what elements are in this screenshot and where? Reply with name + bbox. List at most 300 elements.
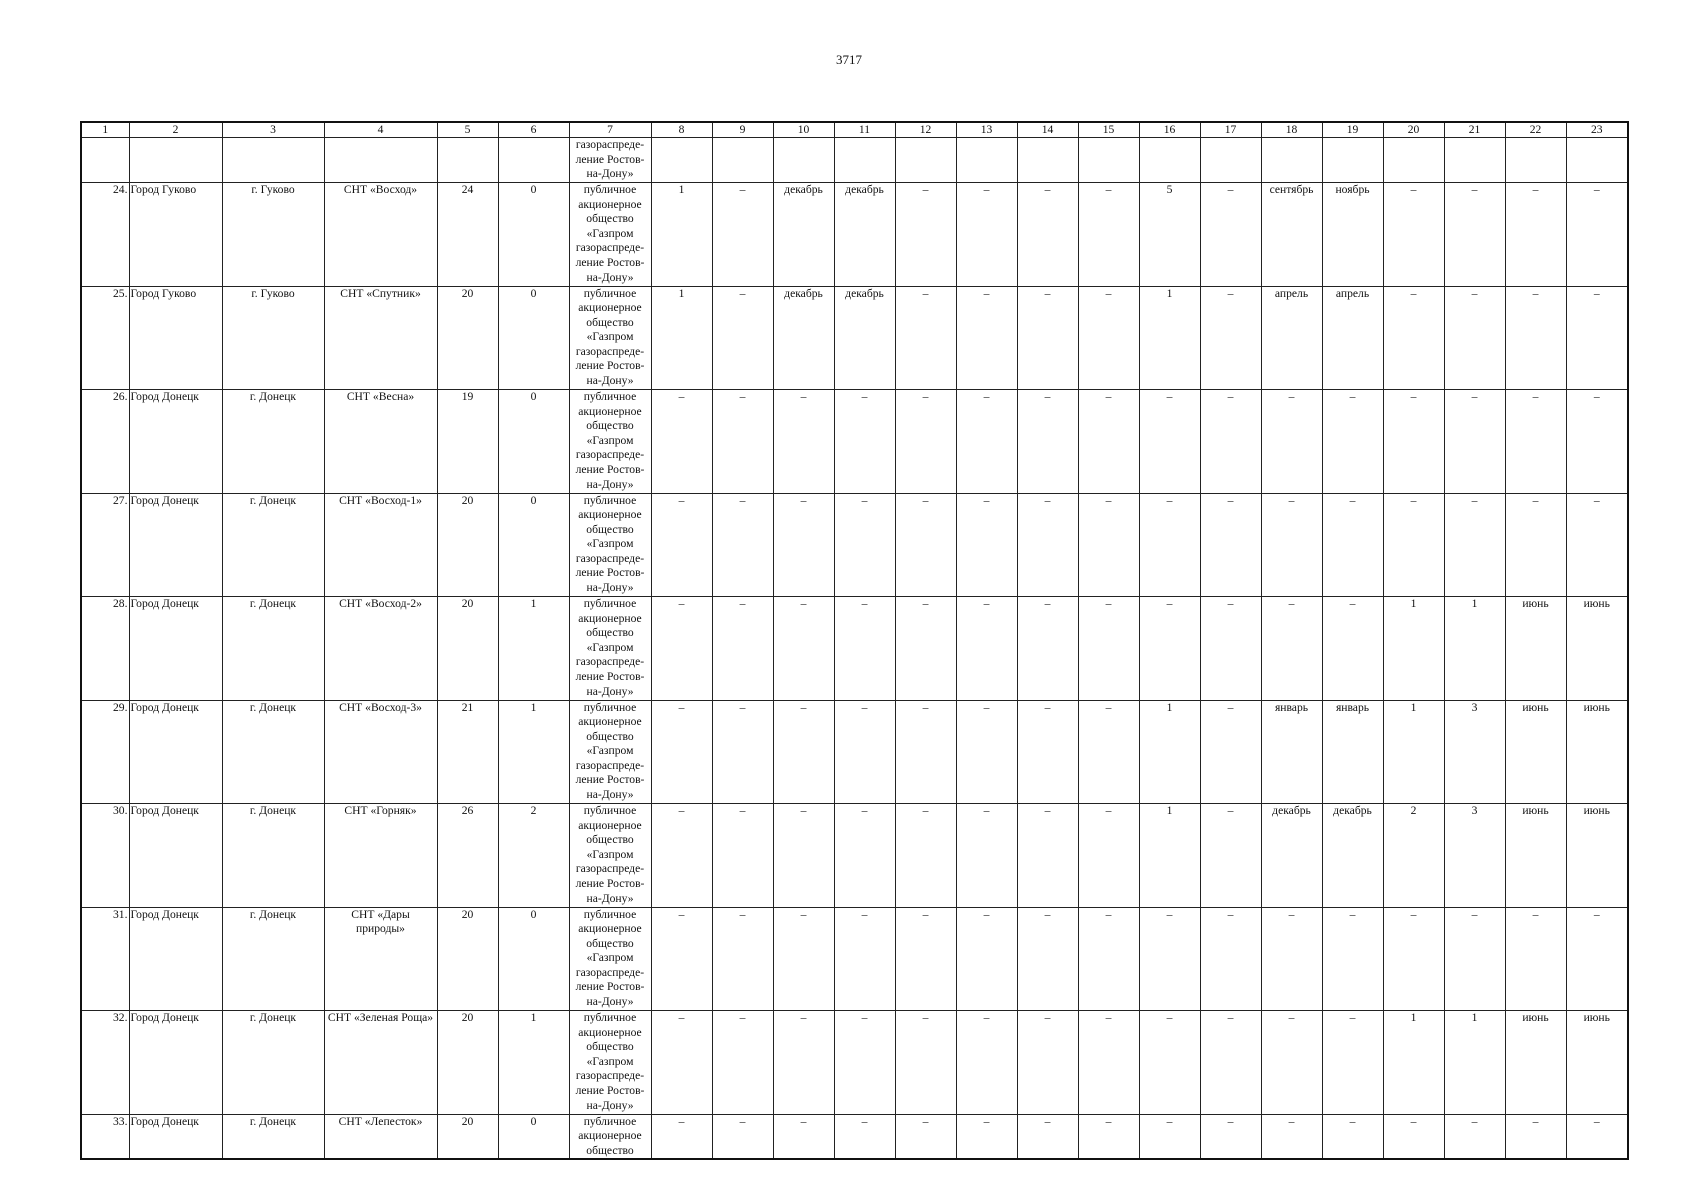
value-cell: –	[1444, 1114, 1505, 1159]
column-number: 22	[1505, 122, 1566, 138]
table-row	[81, 493, 1628, 597]
object-name-cell: СНТ «Весна»	[324, 390, 437, 494]
table-row	[81, 700, 1628, 804]
value-cell: –	[956, 804, 1017, 908]
organization-cell	[569, 907, 651, 1011]
count-cell: 1	[498, 1011, 569, 1115]
count-cell: 20	[437, 1011, 498, 1115]
table-row	[81, 907, 1628, 1011]
value-cell: –	[1200, 700, 1261, 804]
value-cell: –	[1322, 1114, 1383, 1159]
organization-line: публичное	[583, 390, 637, 403]
organization-line: публичное	[583, 493, 637, 507]
value-cell: –	[834, 1114, 895, 1159]
value-cell: 1	[1383, 700, 1444, 804]
value-cell: –	[1322, 597, 1383, 701]
row-number: 26.	[81, 390, 129, 494]
column-number: 15	[1078, 122, 1139, 138]
organization-line: на-Дону»	[586, 477, 634, 491]
locality-cell: г. Донецк	[222, 390, 324, 494]
value-cell: –	[1383, 1114, 1444, 1159]
municipality-cell: Город Донецк	[129, 700, 222, 804]
object-name-cell: СНТ «Дары природы»	[324, 907, 437, 1011]
value-cell: –	[1322, 1011, 1383, 1115]
count-cell: 20	[437, 907, 498, 1011]
locality-cell: г. Донецк	[222, 1114, 324, 1159]
locality-cell: г. Гуково	[222, 286, 324, 390]
organization-line: публичное	[583, 907, 637, 921]
value-cell: –	[1383, 493, 1444, 597]
value-cell: –	[651, 804, 712, 908]
column-number: 12	[895, 122, 956, 138]
organization-line: акционерное	[578, 197, 642, 211]
value-cell: –	[956, 183, 1017, 287]
table-row	[81, 597, 1628, 701]
row-number: 27.	[81, 493, 129, 597]
value-cell: –	[1078, 907, 1139, 1011]
value-cell: –	[1322, 390, 1383, 494]
organization-line: акционерное	[578, 611, 642, 625]
value-cell: –	[1566, 493, 1628, 597]
empty-cell	[651, 138, 712, 183]
value-cell: –	[1200, 804, 1261, 908]
value-cell: –	[834, 493, 895, 597]
organization-cell	[569, 700, 651, 804]
empty-cell	[1200, 138, 1261, 183]
value-cell: –	[1261, 1114, 1322, 1159]
value-cell: апрель	[1322, 286, 1383, 390]
value-cell: –	[1017, 493, 1078, 597]
organization-line: «Газпром	[586, 330, 634, 344]
value-cell: –	[1017, 1011, 1078, 1115]
count-cell: 0	[498, 183, 569, 287]
locality-cell: г. Донецк	[222, 597, 324, 701]
value-cell: январь	[1322, 700, 1383, 804]
count-cell: 2	[498, 804, 569, 908]
organization-line: общество	[586, 626, 634, 640]
value-cell: –	[834, 390, 895, 494]
count-cell: 0	[498, 286, 569, 390]
value-cell: –	[895, 183, 956, 287]
value-cell: –	[1139, 597, 1200, 701]
row-number: 30.	[81, 804, 129, 908]
value-cell: 1	[1444, 1011, 1505, 1115]
organization-line: «Газпром	[586, 744, 634, 758]
value-cell: 1	[1139, 804, 1200, 908]
count-cell: 21	[437, 700, 498, 804]
value-cell: –	[1139, 390, 1200, 494]
column-number: 7	[569, 122, 651, 138]
value-cell: –	[1078, 1114, 1139, 1159]
organization-cell	[569, 183, 651, 287]
value-cell: июнь	[1505, 1011, 1566, 1115]
value-cell: –	[1505, 390, 1566, 494]
value-cell: –	[651, 907, 712, 1011]
organization-line: акционерное	[578, 818, 642, 832]
value-cell: –	[773, 1114, 834, 1159]
row-number: 33.	[81, 1114, 129, 1159]
empty-cell	[81, 138, 129, 183]
value-cell: –	[1505, 1114, 1566, 1159]
value-cell: 5	[1139, 183, 1200, 287]
column-number: 20	[1383, 122, 1444, 138]
value-cell: декабрь	[1261, 804, 1322, 908]
value-cell: 1	[1383, 597, 1444, 701]
row-number: 25.	[81, 286, 129, 390]
table-row	[81, 286, 1628, 390]
value-cell: –	[712, 183, 773, 287]
value-cell: –	[1566, 183, 1628, 287]
empty-cell	[1139, 138, 1200, 183]
count-cell: 24	[437, 183, 498, 287]
value-cell: –	[1261, 597, 1322, 701]
municipality-cell: Город Гуково	[129, 286, 222, 390]
organization-line: «Газпром	[586, 433, 634, 447]
municipality-cell: Город Донецк	[129, 1011, 222, 1115]
organization-line: публичное	[583, 1114, 637, 1128]
value-cell: –	[1139, 493, 1200, 597]
count-cell: 0	[498, 493, 569, 597]
column-number: 11	[834, 122, 895, 138]
organization-line: общество	[586, 522, 634, 536]
value-cell: –	[1078, 1011, 1139, 1115]
organization-line: акционерное	[578, 1129, 642, 1143]
column-number: 21	[1444, 122, 1505, 138]
organization-line: ление Ростов-	[575, 980, 645, 994]
table-row	[81, 183, 1628, 287]
value-cell: –	[712, 907, 773, 1011]
value-cell: –	[1139, 1011, 1200, 1115]
value-cell: –	[1017, 1114, 1078, 1159]
value-cell: –	[1383, 286, 1444, 390]
column-number: 23	[1566, 122, 1628, 138]
value-cell: декабрь	[773, 286, 834, 390]
value-cell: –	[651, 700, 712, 804]
value-cell: –	[956, 907, 1017, 1011]
locality-cell: г. Донецк	[222, 1011, 324, 1115]
organization-line: на-Дону»	[586, 995, 634, 1009]
organization-line: общество	[586, 936, 634, 950]
object-name-cell: СНТ «Спутник»	[324, 286, 437, 390]
organization-cell	[569, 493, 651, 597]
object-name-cell: СНТ «Восход-1»	[324, 493, 437, 597]
organization-line: публичное	[583, 597, 637, 610]
value-cell: 1	[1383, 1011, 1444, 1115]
column-number: 14	[1017, 122, 1078, 138]
value-cell: –	[712, 1011, 773, 1115]
value-cell: январь	[1261, 700, 1322, 804]
organization-line: ление Ростов-	[575, 462, 645, 476]
value-cell: –	[1078, 183, 1139, 287]
organization-line: «Газпром	[586, 1054, 634, 1068]
value-cell: –	[1261, 1011, 1322, 1115]
municipality-cell: Город Донецк	[129, 907, 222, 1011]
value-cell: июнь	[1505, 804, 1566, 908]
value-cell: –	[895, 700, 956, 804]
value-cell: –	[1200, 183, 1261, 287]
value-cell: –	[895, 597, 956, 701]
value-cell: –	[1444, 493, 1505, 597]
organization-line: акционерное	[578, 1025, 642, 1039]
column-number: 3	[222, 122, 324, 138]
table-row	[81, 390, 1628, 494]
page-number: 3717	[836, 52, 862, 67]
organization-line: публичное	[583, 286, 637, 300]
organization-line: «Газпром	[586, 847, 634, 861]
value-cell: –	[895, 804, 956, 908]
value-cell: июнь	[1566, 804, 1628, 908]
organization-line: акционерное	[578, 922, 642, 936]
organization-line: газораспреде-	[575, 1069, 645, 1083]
organization-line: ление Ростов-	[575, 152, 645, 166]
organization-line: общество	[586, 729, 634, 743]
value-cell: –	[895, 1011, 956, 1115]
organization-line: ление Ростов-	[575, 566, 645, 580]
value-cell: –	[956, 1011, 1017, 1115]
value-cell: –	[651, 390, 712, 494]
empty-cell	[324, 138, 437, 183]
column-number: 9	[712, 122, 773, 138]
organization-line: публичное	[583, 804, 637, 817]
value-cell: –	[1200, 1114, 1261, 1159]
value-cell: –	[712, 1114, 773, 1159]
value-cell: –	[834, 1011, 895, 1115]
value-cell: –	[1017, 183, 1078, 287]
empty-cell	[129, 138, 222, 183]
locality-cell: г. Донецк	[222, 493, 324, 597]
value-cell: –	[1383, 907, 1444, 1011]
column-number: 2	[129, 122, 222, 138]
value-cell: –	[773, 804, 834, 908]
organization-line: «Газпром	[586, 226, 634, 240]
value-cell: –	[1078, 286, 1139, 390]
organization-line: газораспреде-	[575, 551, 645, 565]
count-cell: 26	[437, 804, 498, 908]
value-cell: декабрь	[1322, 804, 1383, 908]
value-cell: –	[1200, 286, 1261, 390]
municipality-cell: Город Донецк	[129, 804, 222, 908]
value-cell: –	[1322, 907, 1383, 1011]
organization-cell	[569, 390, 651, 494]
count-cell: 0	[498, 907, 569, 1011]
value-cell: –	[956, 286, 1017, 390]
value-cell: –	[1078, 700, 1139, 804]
value-cell: июнь	[1505, 597, 1566, 701]
value-cell: –	[956, 493, 1017, 597]
object-name-cell: СНТ «Горняк»	[324, 804, 437, 908]
organization-line: ление Ростов-	[575, 669, 645, 683]
value-cell: –	[1322, 493, 1383, 597]
empty-cell	[1078, 138, 1139, 183]
value-cell: –	[895, 907, 956, 1011]
value-cell: –	[1505, 183, 1566, 287]
organization-line: акционерное	[578, 301, 642, 315]
value-cell: –	[1444, 183, 1505, 287]
value-cell: –	[895, 1114, 956, 1159]
locality-cell: г. Гуково	[222, 183, 324, 287]
organization-line: газораспреде-	[575, 138, 645, 151]
empty-cell	[1383, 138, 1444, 183]
column-number: 17	[1200, 122, 1261, 138]
organization-line: общество	[586, 212, 634, 226]
value-cell: –	[1017, 390, 1078, 494]
organization-line: ление Ростов-	[575, 876, 645, 890]
value-cell: –	[651, 597, 712, 701]
empty-cell	[1505, 138, 1566, 183]
value-cell: –	[1078, 390, 1139, 494]
value-cell: 1	[1444, 597, 1505, 701]
value-cell: –	[895, 493, 956, 597]
value-cell: –	[1566, 390, 1628, 494]
value-cell: июнь	[1505, 700, 1566, 804]
column-number: 19	[1322, 122, 1383, 138]
organization-line: акционерное	[578, 715, 642, 729]
empty-cell	[437, 138, 498, 183]
value-cell: –	[834, 907, 895, 1011]
value-cell: –	[773, 1011, 834, 1115]
organization-line: на-Дону»	[586, 270, 634, 284]
value-cell: июнь	[1566, 1011, 1628, 1115]
row-number: 31.	[81, 907, 129, 1011]
data-table	[80, 121, 1629, 1160]
organization-line: акционерное	[578, 508, 642, 522]
count-cell: 20	[437, 493, 498, 597]
organization-line: газораспреде-	[575, 758, 645, 772]
organization-line: публичное	[583, 1011, 637, 1024]
count-cell: 0	[498, 390, 569, 494]
value-cell: сентябрь	[1261, 183, 1322, 287]
value-cell: –	[1566, 907, 1628, 1011]
empty-cell	[222, 138, 324, 183]
value-cell: –	[1505, 907, 1566, 1011]
value-cell: –	[1505, 286, 1566, 390]
value-cell: –	[834, 597, 895, 701]
value-cell: –	[1200, 597, 1261, 701]
municipality-cell: Город Гуково	[129, 183, 222, 287]
value-cell: –	[834, 700, 895, 804]
value-cell: –	[956, 1114, 1017, 1159]
value-cell: –	[956, 700, 1017, 804]
organization-line: общество	[586, 1040, 634, 1054]
organization-line: на-Дону»	[586, 167, 634, 181]
municipality-cell: Город Донецк	[129, 390, 222, 494]
value-cell: –	[1078, 804, 1139, 908]
value-cell: –	[1200, 493, 1261, 597]
table-row	[81, 1114, 1628, 1159]
empty-cell	[498, 138, 569, 183]
organization-line: ление Ростов-	[575, 1083, 645, 1097]
organization-line: «Газпром	[586, 537, 634, 551]
value-cell: –	[712, 390, 773, 494]
value-cell: –	[651, 493, 712, 597]
value-cell: –	[895, 390, 956, 494]
value-cell: –	[1566, 286, 1628, 390]
value-cell: –	[1444, 390, 1505, 494]
value-cell: 2	[1383, 804, 1444, 908]
organization-line: «Газпром	[586, 951, 634, 965]
organization-line: ление Ростов-	[575, 255, 645, 269]
organization-line: ление Ростов-	[575, 359, 645, 373]
column-number: 6	[498, 122, 569, 138]
organization-cell	[569, 597, 651, 701]
organization-line: общество	[586, 833, 634, 847]
municipality-cell: Город Донецк	[129, 597, 222, 701]
value-cell: –	[651, 1114, 712, 1159]
organization-line: газораспреде-	[575, 655, 645, 669]
column-number: 10	[773, 122, 834, 138]
organization-line: публичное	[583, 183, 637, 196]
empty-cell	[1017, 138, 1078, 183]
empty-cell	[712, 138, 773, 183]
organization-cell	[569, 1011, 651, 1115]
value-cell: –	[1261, 390, 1322, 494]
count-cell: 20	[437, 286, 498, 390]
value-cell: декабрь	[773, 183, 834, 287]
empty-cell	[834, 138, 895, 183]
value-cell: –	[712, 804, 773, 908]
value-cell: –	[1078, 493, 1139, 597]
organization-line: газораспреде-	[575, 344, 645, 358]
organization-line: на-Дону»	[586, 891, 634, 905]
column-number: 16	[1139, 122, 1200, 138]
empty-cell	[1322, 138, 1383, 183]
value-cell: декабрь	[834, 183, 895, 287]
value-cell: –	[1139, 907, 1200, 1011]
value-cell: июнь	[1566, 597, 1628, 701]
column-number: 5	[437, 122, 498, 138]
value-cell: –	[1261, 907, 1322, 1011]
table-row-continuation	[81, 138, 1628, 183]
organization-cell	[569, 286, 651, 390]
count-cell: 20	[437, 1114, 498, 1159]
value-cell: декабрь	[834, 286, 895, 390]
row-number: 32.	[81, 1011, 129, 1115]
organization-line: на-Дону»	[586, 788, 634, 802]
value-cell: –	[1383, 390, 1444, 494]
table-row	[81, 1011, 1628, 1115]
value-cell: –	[1383, 183, 1444, 287]
organization-cell	[569, 1114, 651, 1159]
column-number: 4	[324, 122, 437, 138]
object-name-cell: СНТ «Зеленая Роща»	[324, 1011, 437, 1115]
value-cell: –	[773, 907, 834, 1011]
organization-cell	[569, 804, 651, 908]
column-number: 13	[956, 122, 1017, 138]
empty-cell	[1444, 138, 1505, 183]
organization-line: на-Дону»	[586, 684, 634, 698]
locality-cell: г. Донецк	[222, 700, 324, 804]
object-name-cell: СНТ «Восход-3»	[324, 700, 437, 804]
row-number: 24.	[81, 183, 129, 287]
value-cell: –	[651, 1011, 712, 1115]
organization-line: общество	[586, 419, 634, 433]
organization-line: акционерное	[578, 404, 642, 418]
value-cell: –	[1078, 597, 1139, 701]
empty-cell	[956, 138, 1017, 183]
value-cell: 1	[1139, 700, 1200, 804]
value-cell: –	[834, 804, 895, 908]
value-cell: 3	[1444, 804, 1505, 908]
value-cell: –	[1139, 1114, 1200, 1159]
value-cell: –	[1566, 1114, 1628, 1159]
column-number: 1	[81, 122, 129, 138]
municipality-cell: Город Донецк	[129, 1114, 222, 1159]
organization-line: газораспреде-	[575, 241, 645, 255]
object-name-cell: СНТ «Восход-2»	[324, 597, 437, 701]
value-cell: –	[1017, 907, 1078, 1011]
organization-line: газораспреде-	[575, 448, 645, 462]
value-cell: –	[712, 493, 773, 597]
